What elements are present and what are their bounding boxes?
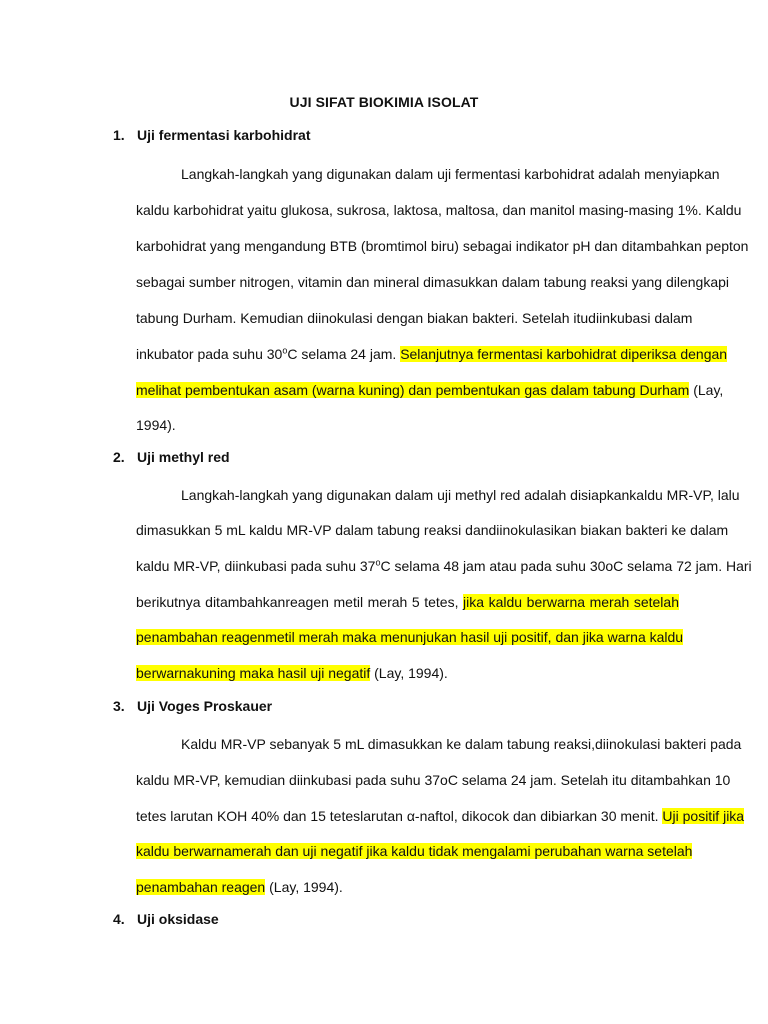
text-segment: berikutnya ditambahkanreagen metil merah 5 tetes, [136, 594, 464, 610]
highlighted-text: melihat pembentukan asam (warna kuning) dan pembentukan gas dalam tabung Durham [136, 382, 690, 398]
text-segment: kaldu karbohidrat yaitu glukosa, sukrosa, laktosa, maltosa, dan manitol masing-masing 1%. Kaldu [136, 202, 742, 218]
text-segment: inkubator pada suhu 30 [136, 346, 283, 362]
section-title: Uji methyl red [137, 449, 230, 465]
text-segment: (Lay, [689, 382, 724, 398]
text-segment: Langkah-langkah yang digunakan dalam uji fermentasi karbohidrat adalah menyiapkan [181, 166, 720, 182]
highlighted-text: penambahan reagenmetil merah maka menunjukan hasil uji positif, dan jika warna kaldu [136, 629, 684, 645]
text-segment: 1994). [136, 417, 176, 433]
superscript-text: o [282, 345, 288, 356]
superscript-text: o [375, 557, 381, 568]
text-segment: karbohidrat yang mengandung BTB (bromtimol biru) sebagai indikator pH dan ditambahkan pepton [136, 238, 749, 254]
highlighted-text: jika kaldu berwarna merah setelah [463, 594, 679, 610]
text-segment: C selama 24 jam. [287, 346, 401, 362]
paragraph-line [136, 771, 731, 789]
paragraph-line [136, 201, 742, 219]
paragraph-line [136, 807, 745, 825]
paragraph-line [136, 628, 684, 646]
section-title: Uji oksidase [137, 911, 219, 927]
section-number: 2. [113, 449, 125, 465]
text-segment: kaldu MR-VP, kemudian diinkubasi pada suhu 37oC selama 24 jam. Setelah itu ditambahkan 10 [136, 772, 731, 788]
paragraph-line [136, 237, 749, 255]
paragraph-line [136, 416, 679, 434]
paragraph-line [136, 557, 752, 575]
section-number: 4. [113, 911, 125, 927]
text-segment: kaldu MR-VP, diinkubasi pada suhu 37 [136, 558, 376, 574]
text-segment: Langkah-langkah yang digunakan dalam uji methyl red adalah disiapkankaldu MR-VP, lalu [181, 487, 740, 503]
paragraph-line [136, 593, 679, 611]
section-title: Uji fermentasi karbohidrat [137, 127, 311, 143]
section-number: 3. [113, 698, 125, 714]
section-title: Uji Voges Proskauer [137, 698, 273, 714]
highlighted-text: penambahan reagen [136, 879, 266, 895]
paragraph-line [136, 309, 693, 327]
highlighted-text: Selanjutnya fermentasi karbohidrat diperiksa dengan [400, 346, 728, 362]
text-segment: Kaldu MR-VP sebanyak 5 mL dimasukkan ke dalam tabung reaksi,diinokulasi bakteri pada [181, 736, 742, 752]
section-number: 1. [113, 127, 125, 143]
text-segment: C selama 48 jam atau pada suhu 30oC selama 72 jam. Hari [380, 558, 752, 574]
paragraph-line [136, 273, 730, 291]
document-title: UJI SIFAT BIOKIMIA ISOLAT [289, 94, 479, 110]
text-segment: (Lay, 1994). [265, 879, 343, 895]
paragraph-line [181, 735, 742, 753]
paragraph-line [181, 486, 740, 504]
paragraph-line [181, 165, 720, 183]
section-heading-3 [113, 698, 272, 714]
text-segment: dimasukkan 5 mL kaldu MR-VP dalam tabung reaksi dandiinokulasikan biakan bakteri ke dalam [136, 522, 729, 538]
text-segment: (Lay, 1994). [370, 665, 448, 681]
paragraph-line [136, 345, 728, 363]
paragraph-line [136, 878, 679, 896]
highlighted-text: Uji positif jika [662, 808, 745, 824]
text-segment: tetes larutan KOH 40% dan 15 teteslarutan α-naftol, dikocok dan dibiarkan 30 menit. [136, 808, 663, 824]
section-heading-1 [113, 127, 311, 143]
paragraph-line [136, 381, 724, 399]
text-segment: tabung Durham. Kemudian diinokulasi dengan biakan bakteri. Setelah itudiinkubasi dalam [136, 310, 693, 326]
section-heading-2 [113, 449, 230, 465]
section-heading-4 [113, 911, 219, 927]
paragraph-line [136, 842, 693, 860]
paragraph-line [136, 664, 679, 682]
highlighted-text: kaldu berwarnamerah dan uji negatif jika kaldu tidak mengalami perubahan warna setelah [136, 843, 693, 859]
text-segment: sebagai sumber nitrogen, vitamin dan mineral dimasukkan dalam tabung reaksi yang dilengkapi [136, 274, 730, 290]
highlighted-text: berwarnakuning maka hasil uji negatif [136, 665, 371, 681]
paragraph-line [136, 521, 729, 539]
